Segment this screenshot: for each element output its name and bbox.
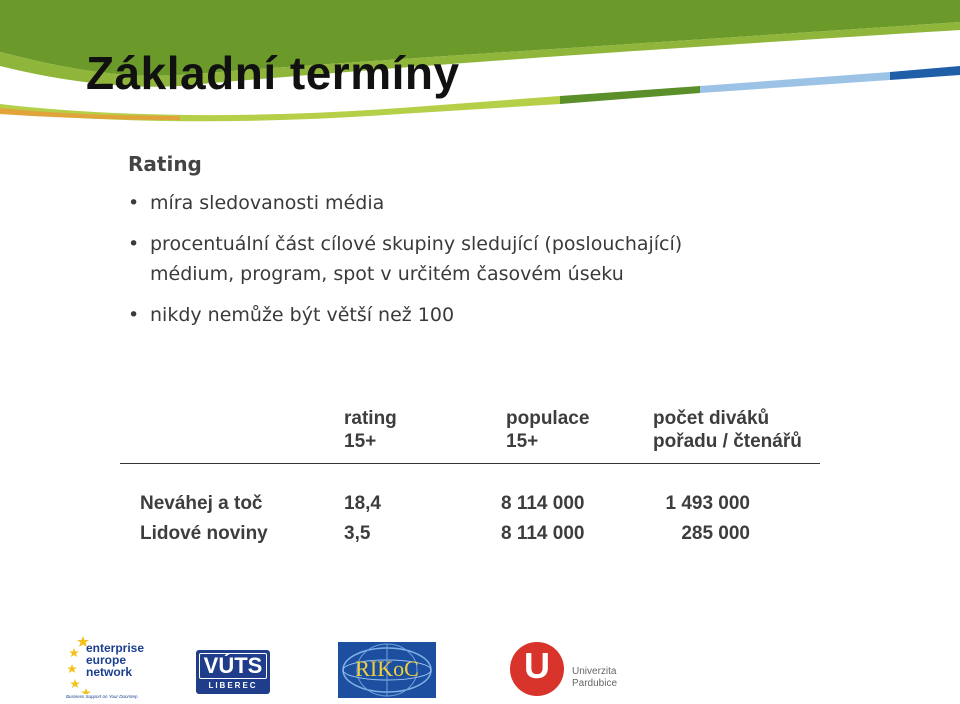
row-rating: 3,5 <box>344 523 371 544</box>
row-name: Lidové noviny <box>140 523 268 544</box>
bullet-item <box>128 188 888 218</box>
row-population: 8 114 000 <box>501 493 585 514</box>
bullet-item <box>128 300 888 330</box>
upce-line1: Univerzita <box>572 666 617 677</box>
bullet-text: míra sledovanosti média <box>150 192 385 214</box>
een-tagline: Business Support on Your Doorstep <box>66 694 138 699</box>
column-header-rating <box>344 407 397 453</box>
table-divider <box>120 463 820 464</box>
row-audience: 285 000 <box>681 523 750 544</box>
rating-definition <box>128 152 888 341</box>
bullet-glyph: • <box>128 233 140 255</box>
header-line: 15+ <box>506 431 539 452</box>
vuts-city: LIBEREC <box>208 681 258 690</box>
rikoc-name: RIKoC <box>355 656 419 681</box>
slide-title: Základní termíny <box>86 47 460 99</box>
column-header-audience <box>653 407 802 453</box>
column-header-population <box>506 407 589 453</box>
header-line: rating <box>344 408 397 429</box>
bullet-list <box>128 188 888 330</box>
bullet-text: nikdy nemůže být větší než 100 <box>150 304 455 326</box>
header-line: počet diváků <box>653 408 770 429</box>
header-line: pořadu / čtenářů <box>653 431 802 452</box>
header-line: populace <box>506 408 590 429</box>
een-line2: europe <box>86 653 127 667</box>
vuts-name: VÚTS <box>203 653 263 678</box>
bullet-text: procentuální část cílové skupiny sledující (poslouchající) médium, program, spot v určitém časovém úseku <box>150 233 683 285</box>
een-line1: enterprise <box>86 641 145 655</box>
upce-line2: Pardubice <box>572 678 618 689</box>
bullet-glyph: • <box>128 192 140 214</box>
rikoc-logo <box>338 642 436 698</box>
row-audience: 1 493 000 <box>665 493 750 514</box>
upce-letter: U <box>524 645 550 686</box>
row-population: 8 114 000 <box>501 523 585 544</box>
upce-logo <box>510 638 630 698</box>
rating-heading: Rating <box>128 152 202 176</box>
bullet-glyph: • <box>128 304 140 326</box>
header-line: 15+ <box>344 431 377 452</box>
vuts-logo <box>196 650 270 694</box>
een-line3: network <box>86 665 133 679</box>
een-logo <box>66 634 166 702</box>
row-name: Neváhej a toč <box>140 493 263 514</box>
bullet-item <box>128 229 770 289</box>
row-rating: 18,4 <box>344 493 381 514</box>
